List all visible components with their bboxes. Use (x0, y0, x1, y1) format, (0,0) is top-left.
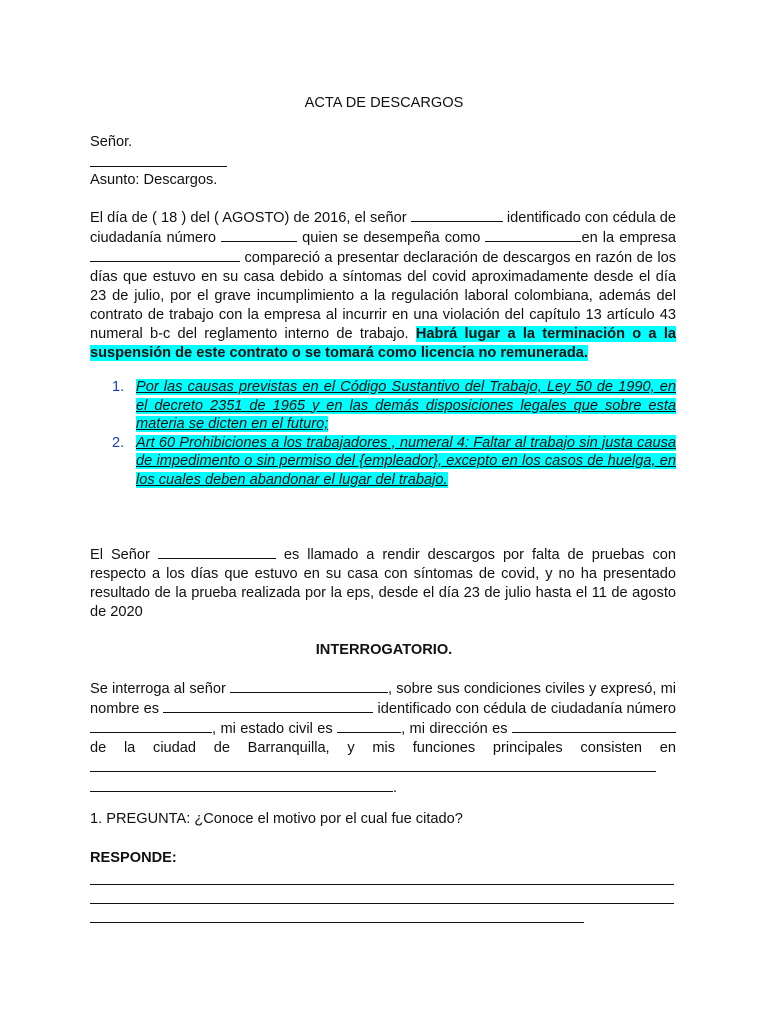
list-number: 1. (112, 379, 125, 395)
employee-name-blank (158, 545, 276, 559)
id-number-blank (90, 719, 212, 733)
p3-text-5: , mi dirección es (401, 721, 508, 737)
employee-name-blank (411, 208, 503, 222)
full-name-blank (163, 699, 373, 713)
list-item (108, 434, 676, 490)
p1-text-1: El día de ( 18 ) del ( AGOSTO) de 2016, el señor (90, 210, 407, 226)
recipient-name-blank (90, 166, 227, 167)
address-blank (512, 719, 676, 733)
functions-blank-2 (90, 778, 393, 792)
subject-line: Asunto: Descargos. (90, 172, 218, 188)
p1-text-2: identificado con cédula de ciudadanía número (90, 210, 676, 246)
p3-text-3: identificado con cédula de ciudadanía número (377, 701, 676, 717)
interrogation-paragraph (90, 679, 676, 798)
document-title: ACTA DE DESCARGOS (304, 95, 464, 111)
id-number-blank (221, 228, 297, 242)
p2-text-1: El Señor (90, 547, 150, 563)
p3-text-4: , mi estado civil es (212, 721, 333, 737)
answer-line-3 (90, 922, 584, 923)
list-item-text: Art 60 Prohibiciones a los trabajadores , numeral 4: Faltar al trabajo sin justa causa de impedimento o sin permiso del {empleador}, excepto en los casos de huelga, en los cuales deben abandonar el lugar del trabajo. (136, 434, 676, 488)
legal-causes-list (108, 378, 676, 489)
civil-status-blank (337, 719, 401, 733)
employee-name-blank (230, 679, 388, 693)
company-blank (90, 248, 240, 262)
list-number: 2. (112, 434, 125, 451)
p1-text-4: en la empresa (581, 230, 676, 246)
opening-paragraph (90, 208, 676, 363)
interrogatorio-title: INTERROGATORIO. (315, 642, 453, 658)
p2-text-2: es llamado a rendir descargos por falta de pruebas con respecto a los días que estuvo en su casa con síntomas de covid, y no ha presentado resultado de la prueba realizada por la eps, desde el día 23 de julio hasta el 11 de agosto de 2020 (90, 547, 676, 620)
p1-text-5: compareció a presentar declaración de descargos en razón de los días que estuvo en su casa debido a síntomas del covid aproximadamente desde el día 23 de julio, por el grave incumplimiento a la regulación laboral colombiana, además del contrato de trabajo con la empresa al incurrir en una violación del capítulo 13 artículo 43 numeral b-c del reglamento interno de trabajo. (90, 250, 676, 342)
p3-text-1: Se interroga al señor (90, 681, 226, 697)
answer-line-1 (90, 884, 674, 885)
termination-highlight: Habrá lugar a la terminación o a la suspensión de este contrato o se tomará como licencia no remunerada. (90, 326, 676, 361)
charges-paragraph (90, 545, 676, 622)
list-item-text: Por las causas previstas en el Código Sustantivo del Trabajo, Ley 50 de 1990, en el decreto 2351 de 1965 y en las demás disposiciones legales que sobre esta materia se dicten en el futuro; (136, 379, 676, 432)
functions-blank-1 (90, 758, 656, 772)
position-blank (485, 228, 581, 242)
responde-label: RESPONDE: (90, 850, 177, 866)
p3-text-6: de la ciudad de Barranquilla, y mis funciones principales consisten en (90, 740, 676, 756)
question-1: 1. PREGUNTA: ¿Conoce el motivo por el cual fue citado? (90, 811, 463, 827)
salutation: Señor. (90, 134, 133, 150)
list-item (108, 378, 676, 434)
p3-text-2: , sobre sus condiciones civiles y expresó, mi nombre es (90, 681, 676, 717)
p3-text-7: . (393, 780, 398, 796)
answer-line-2 (90, 903, 674, 904)
p1-text-3: quien se desempeña como (302, 230, 481, 246)
